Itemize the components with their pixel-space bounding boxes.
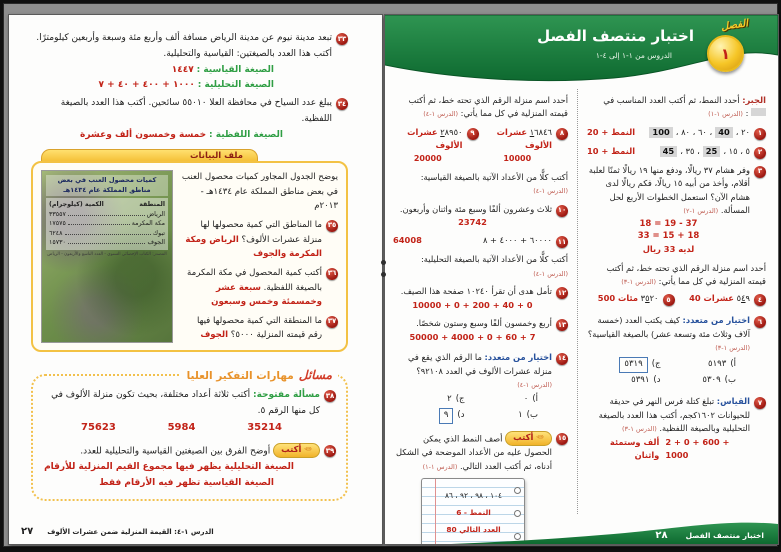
question-number-badge: ١٥ <box>556 433 568 445</box>
question-text: تأمل هدى أن تقرأ ١٠٢٤٠ صفحة هذا الصيف. <box>400 286 552 297</box>
question-5 <box>587 292 675 306</box>
leader-dots <box>68 215 145 216</box>
intro-expanded-form <box>393 253 568 280</box>
pattern-answer: النمط + 20 <box>587 126 636 137</box>
page-right-28 <box>384 14 779 545</box>
region-name: الرياض <box>146 210 165 218</box>
number-with-underline: ١٦٨٤٦ <box>529 126 552 137</box>
test-subtitle: الدروس من ١-١ إلى ٤-١ <box>595 51 672 60</box>
lesson-ref: (الدرس ١-١) <box>708 110 743 119</box>
option-a: أ) ٥١٩٣ <box>708 358 736 369</box>
region-qty: ١٧٥٧٥ <box>49 220 66 228</box>
region-qty: ٦٢٤٨ <box>49 229 63 237</box>
question-14 <box>393 351 568 424</box>
hots-title-main: مهارات التفكير العليا <box>186 369 294 382</box>
column-items-1-7 <box>587 89 766 514</box>
options-grid <box>393 391 552 424</box>
column-region: المنطقة <box>139 201 165 209</box>
answers-row <box>43 419 320 437</box>
filled-answer: 100 <box>649 127 672 138</box>
number-with-underline: ٥٤٩ <box>736 293 750 304</box>
table-row <box>49 229 165 238</box>
question-number-badge: ٣٥ <box>326 220 338 232</box>
question-35 <box>181 218 338 262</box>
question-number-badge: ١ <box>754 128 766 140</box>
chapter-word: الفصل <box>720 18 749 33</box>
option-b: ب) ١ <box>518 410 538 421</box>
answer-line <box>31 128 332 144</box>
answer-value: خمسة وخمسون ألف وعشرة <box>80 129 207 140</box>
question-8 <box>483 126 569 166</box>
question-type-label: اختيار من متعدد: <box>682 315 750 326</box>
left-page-body <box>9 15 382 501</box>
answer-value: 64008 <box>393 235 422 246</box>
lesson-ref: (الدرس ١-٤) <box>423 110 459 119</box>
pencil-icon: ✏ <box>304 444 312 455</box>
question-text: أربع وخمسون ألفًا وسبع وستون شخصًا. <box>416 318 552 329</box>
expression: ٦٠٠٠٠ + ٤٠٠٠ + ٨ <box>482 235 552 246</box>
question-4 <box>679 292 767 306</box>
filled-answer: 25 <box>703 146 721 157</box>
question-37 <box>181 314 338 343</box>
question-9 <box>393 126 479 166</box>
intro-place-value-1-4 <box>393 94 568 121</box>
question-number-badge: ٣٩ <box>324 445 336 457</box>
answer-value: 5984 <box>167 422 196 434</box>
option-b: ب) ٥٣٠٩ <box>702 374 736 385</box>
notebook-numbers: ١٠٤ ، ٩٨ ، ٩٢ ، ٨٦ <box>444 491 503 501</box>
column-divider <box>577 89 578 514</box>
answer-expression: 2 + 0 + 600 + 1000 <box>665 436 730 461</box>
leader-dots <box>65 234 151 235</box>
table-row <box>49 210 165 219</box>
answer-label: الصيغة اللفظية : <box>209 129 283 140</box>
question-1 <box>587 126 766 140</box>
question-text: ثلاث وعشرون ألفًا وسبع مئة واثنان وأربعون. <box>399 203 552 214</box>
question-number-badge: ٨ <box>556 128 568 140</box>
answer-line <box>587 436 750 463</box>
sequence-text: ، ٣٥ ، <box>680 145 700 156</box>
question-text: أصف النمط الذي يمكن الحصول عليه من الأعداد الموضحة في الشكل أدناه، ثم أكتب العدد التالي. <box>395 433 552 471</box>
question-text: أكتب ثلاثة أعداد مختلفة، بحيث تكون منزلة الألوف في كل منها الرقم ٥. <box>51 389 320 416</box>
answer-line <box>31 63 274 79</box>
question-number-badge: ١٢ <box>556 287 568 299</box>
questions-4-5-row <box>587 292 766 306</box>
question-number-badge: ٣٧ <box>326 316 338 328</box>
data-file-section <box>31 151 348 352</box>
intro-tail: : <box>745 108 749 119</box>
question-number-badge: ٣٤ <box>336 98 348 110</box>
answer-value: 75623 <box>81 422 116 434</box>
question-text: تبلغ كتلة فرس النهر في حديقة للحيوانات ١٦٠٢كجم، أكتب هذا العدد بالصيغة التحليلية وبالصيغة اللفظية. <box>598 396 750 434</box>
intro-place-value-1-3 <box>587 262 766 289</box>
option-c: ج) ٢ <box>447 394 465 405</box>
answer-value: 10000 <box>503 153 532 163</box>
question-number-badge: ٢ <box>754 147 766 159</box>
section-label: الجبر: <box>742 95 766 105</box>
question-36 <box>181 266 338 310</box>
column-quantity: الكمية (كيلوجرام) <box>49 201 104 209</box>
answer-line: الصيغة التحليلية يظهر فيها مجموع القيم المنزلية للأرقام <box>44 461 294 472</box>
sequence-text: ٢٠ ، <box>735 126 750 137</box>
test-title: اختبار منتصف الفصل <box>537 27 694 45</box>
answer-words: عشرات الألوف <box>407 126 463 151</box>
intro-text: أكتب كلًّا من الأعداد الآتية بالصيغة التحليلية: <box>421 254 568 265</box>
question-text: ما المنطقة التي كمية محصولها فيها رقم قيمته المنزلية ٥٠٠٠؟ <box>197 315 322 341</box>
question-39 <box>43 443 336 492</box>
question-11 <box>393 234 568 248</box>
question-34 <box>31 96 348 143</box>
question-2 <box>587 145 766 159</box>
region-name: مكة المكرمة <box>131 220 165 228</box>
sequence-text: ٥ ، ١٥ ، <box>723 145 750 156</box>
answer-value: الرياض ومكة المكرمة والجوف <box>185 234 322 260</box>
region-qty: ١٥٧٣٠ <box>49 239 66 247</box>
question-number-badge: ٧ <box>754 397 766 409</box>
leader-dots <box>68 224 130 225</box>
answer-value: 35214 <box>247 422 282 434</box>
question-text: أوضح الفرق بين الصيغتين القياسية والتحليلية للعدد. <box>80 446 271 457</box>
questions-8-9-row <box>393 126 568 166</box>
lesson-ref: (الدرس ١-٤) <box>533 269 568 278</box>
table-source: المصدر: الكتاب الإحصائي السنوي - العدد التاسع والأربعون - الرياض <box>47 251 167 257</box>
intro-text: أكتب كلًّا من الأعداد الآتية بالصيغة القياسية: <box>420 171 568 182</box>
answer-value: 23742 <box>458 217 487 228</box>
question-38 <box>43 388 336 437</box>
table-title: كميات محصول العنب في بعض مناطق المملكة عام ١٤٣٤هـ <box>46 175 168 196</box>
question-number-badge: ٣٦ <box>326 268 338 280</box>
write-pill-label: أكتب <box>281 445 302 456</box>
intro-algebra <box>587 94 766 121</box>
question-number-badge: ٦ <box>754 316 766 328</box>
answer-value: سبعة عشر وخمسمئة وخمس وسبعون <box>211 282 322 308</box>
question-number-badge: ١١ <box>556 236 568 248</box>
question-6 <box>587 314 766 387</box>
leader-dots <box>68 243 146 244</box>
notebook-hole <box>514 487 521 494</box>
intro-text: أحدد اسم منزلة الرقم الذي تحته خط، ثم أكتب قيمته المنزلية في كل مما يأتي: <box>606 262 766 286</box>
left-page-footer <box>21 526 214 537</box>
answer-value: لديه 33 ريال <box>642 244 695 255</box>
viewer-frame <box>3 3 778 547</box>
answer-value: مئات 500 <box>597 293 638 304</box>
data-file-tab: ملف البيانات <box>41 149 258 163</box>
chapter-number-badge: ١ <box>707 35 744 72</box>
answer-label: الصيغة القياسية : <box>196 64 274 75</box>
question-type-label: القياس: <box>716 396 750 407</box>
question-text: أكتب كمية المحصول في مكة المكرمة بالصيغة اللفظية. <box>187 267 322 293</box>
right-page-footer <box>655 530 764 541</box>
lesson-ref: (الدرس ١-٣) <box>621 278 657 286</box>
answer-line <box>31 78 274 94</box>
question-number-badge: ١٤ <box>556 353 568 365</box>
answer-value: ١٠٠٠ + ٤٠٠ + ٤٠ + ٧ <box>98 80 195 91</box>
data-file-intro: يوضح الجدول المجاور كميات محصول العنب في بعض مناطق المملكة عام ١٤٣٤هـ - ٢٠١٣م <box>181 172 338 212</box>
answer-expression: 50000 + 4000 + 0 + 60 + 7 <box>409 331 536 342</box>
footer-title: اختبار منتصف الفصل <box>685 531 764 540</box>
write-pill-label: أكتب <box>513 433 534 444</box>
answer-value: 20000 <box>413 153 442 163</box>
pencil-icon: ✏ <box>536 432 544 443</box>
write-pill <box>505 431 552 447</box>
answer-value: الجوف <box>200 330 229 341</box>
page-number: ٢٧ <box>21 526 34 537</box>
lesson-ref: (الدرس ١-١) <box>422 462 458 471</box>
lesson-ref: (الدرس ١-٢) <box>683 207 719 216</box>
grape-harvest-table <box>41 170 173 343</box>
number-with-underline: ٢٨٩٥٠ <box>440 126 463 137</box>
answer-placeholder-box <box>751 108 766 116</box>
question-text: يبلغ عدد السياح في محافظة العلا ٥٥٠١٠ سائحين. أكتب هذا العدد بالصيغة اللفظية. <box>60 98 332 124</box>
answer-value: ١٤٤٧ <box>171 64 194 75</box>
notebook-hole <box>514 510 521 517</box>
question-33 <box>31 31 348 94</box>
question-text: ما الرقم الذي يقع في منزلة عشرات الألوف في العدد ٩٢١٠٨؟ <box>407 352 552 376</box>
filled-answer: 40 <box>715 127 733 138</box>
pattern-answer: النمط + 10 <box>587 145 636 156</box>
question-number-badge: ١٠ <box>556 205 568 217</box>
question-type-label: مسألة مفتوحة: <box>253 389 320 400</box>
table-header-row <box>49 200 165 209</box>
question-number-badge: ٥ <box>663 294 675 306</box>
lesson-ref: (الدرس ١-٤) <box>517 380 552 389</box>
option-d: د) ٥٣٩١ <box>631 374 661 385</box>
answer-label: الصيغة التحليلية : <box>197 80 274 91</box>
lesson-ref: (الدرس ١-٣) <box>715 344 750 353</box>
question-type-label: اختيار من متعدد: <box>484 352 552 363</box>
notebook-answer-next: العدد التالي 80 <box>446 525 501 535</box>
question-13 <box>393 317 568 344</box>
question-3 <box>587 164 766 257</box>
page-number: ٢٨ <box>655 530 668 541</box>
question-text: ما المناطق التي كمية محصولها لها منزلة عشرات الألوف؟ <box>200 220 322 245</box>
page-left-27 <box>8 14 383 545</box>
table-row <box>49 219 165 228</box>
write-pill <box>273 443 320 459</box>
region-name: تبوك <box>152 229 165 237</box>
question-number-badge: ٤ <box>754 294 766 306</box>
test-columns <box>393 89 766 535</box>
option-c-correct: ج) ٥٣١٩ <box>591 357 661 373</box>
question-number-badge: ٣٣ <box>336 33 348 45</box>
intro-text: أحدد النمط، ثم أكتب العدد المناسب في <box>603 95 740 105</box>
hots-section <box>31 367 348 502</box>
table-row <box>49 238 165 247</box>
answer-words: ألف وستمئة واثنان <box>609 436 660 461</box>
binding-dot <box>381 260 386 265</box>
data-file-questions <box>181 170 338 343</box>
question-number-badge: ٩ <box>467 128 479 140</box>
question-text: كيف يكتب العدد (خمسة آلاف وثلاث مئة وتسعة عشر) بالصيغة القياسية؟ <box>587 315 750 339</box>
data-file-box <box>31 161 348 352</box>
intro-text: أحدد اسم منزلة الرقم الذي تحته خط، ثم أكتب قيمته المنزلية في كل مما يأتي: <box>408 95 568 119</box>
option-a: أ) ٠ <box>523 394 538 405</box>
option-d-correct: د) ٩ <box>397 408 465 424</box>
lesson-ref: (الدرس ١-٣) <box>621 425 657 434</box>
filled-answer: 45 <box>660 146 678 157</box>
worked-step: 33 = 15 + 18 <box>637 231 700 242</box>
worked-step: 18 = 19 - 37 <box>639 218 698 229</box>
notebook-answer-pattern: النمط - 6 <box>456 508 491 518</box>
question-12 <box>393 285 568 312</box>
lesson-ref: (الدرس ١-٤) <box>533 187 568 196</box>
options-grid <box>587 355 750 388</box>
number-with-underline: ٣٥٢٠ <box>640 293 659 304</box>
question-text: وفر هشام ٣٧ ريالًا، ودفع منها ١٩ ريالًا ثمنًا لعلبة أقلام، وأخذ من أبيه ١٥ ريالًا، فكم ريالًا لدى هشام الآن؟ استعمل الخطوات الأربع لحل المسألة. <box>588 164 750 216</box>
question-number-badge: ١٣ <box>556 319 568 331</box>
binding-dot <box>381 272 386 277</box>
answer-line: الصيغة القياسية تظهر فيه الأرقام فقط <box>99 477 274 488</box>
answer-value: عشرات 40 <box>689 293 734 304</box>
sequence-text: ، ٦٠ ، ٨٠ ، <box>675 126 713 137</box>
column-items-8-15 <box>393 89 568 535</box>
region-qty: ٣٣٥٥٧ <box>49 210 66 218</box>
hots-title-script: مسائل <box>298 367 332 382</box>
question-number-badge: ٣ <box>754 166 766 178</box>
question-number-badge: ٣٨ <box>324 390 336 402</box>
answer-expression: 10000 + 0 + 200 + 40 + 0 <box>412 299 533 310</box>
hots-title <box>181 365 338 386</box>
region-name: الجوف <box>147 239 165 247</box>
intro-standard-form <box>393 171 568 198</box>
hots-box <box>31 374 348 502</box>
question-text: تبعد مدينة نيوم عن مدينة الرياض مسافة ألف وأربع مئة وسبعة وأربعين كيلومترًا. أكتب هذا العدد بالصيغتين: القياسية والتحليلية. <box>36 33 332 59</box>
lesson-footer-text: الدرس ١-٤: القيمة المنزلية ضمن عشرات الألوف <box>47 527 214 536</box>
question-10 <box>393 203 568 230</box>
answer-words: عشرات الألوف <box>496 126 552 151</box>
question-7 <box>587 395 766 462</box>
